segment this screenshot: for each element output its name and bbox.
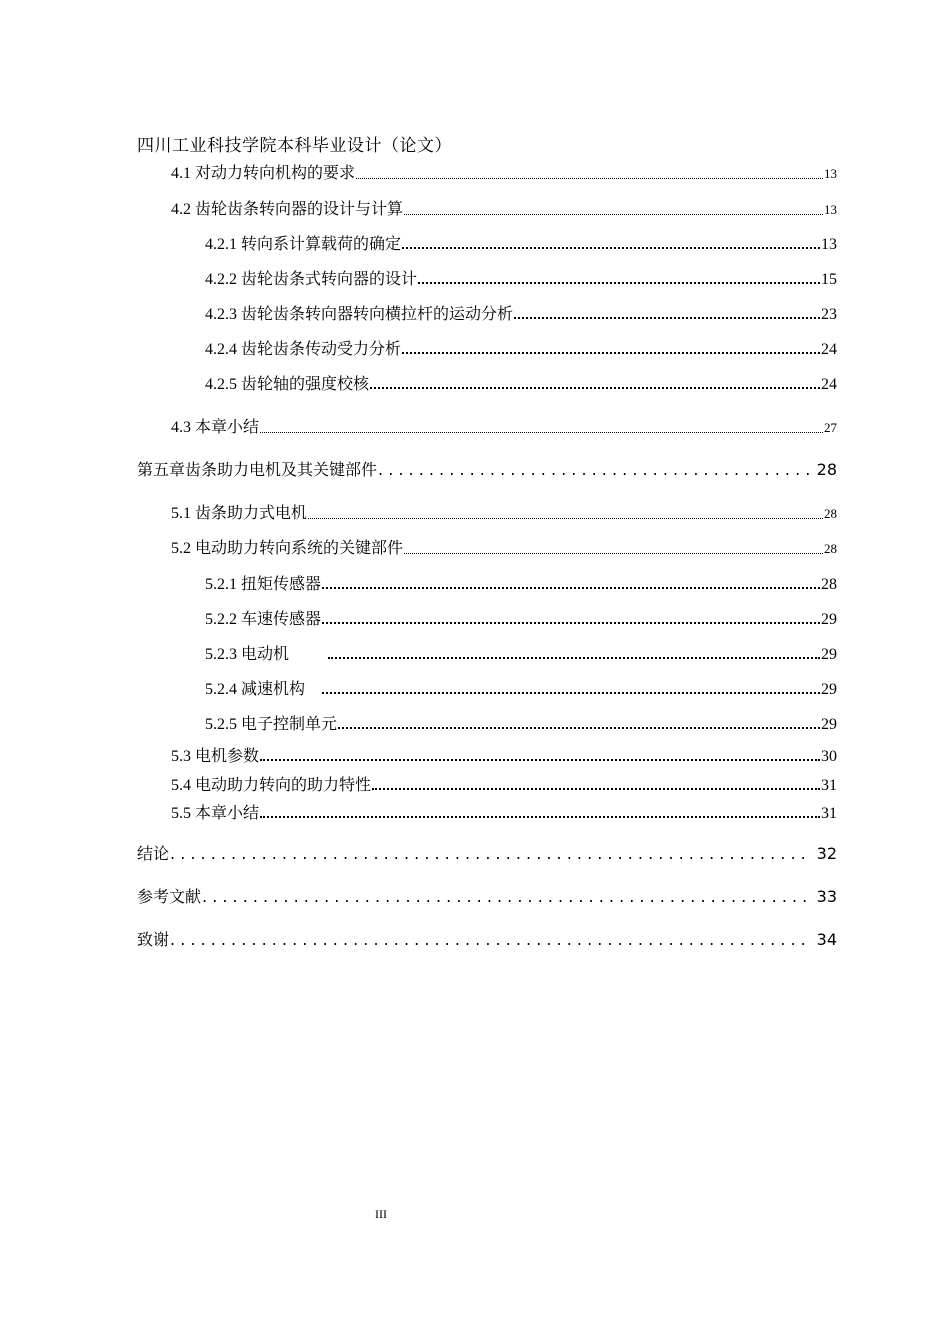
toc-leader [322,587,820,589]
toc-entry-title: 5.2.4 减速机构 [205,681,306,698]
toc-entry-title: 致谢 [137,930,170,949]
toc-entry-title: 5.2.1 扭矩传感器 [205,576,322,593]
toc-entry[interactable] [205,231,837,254]
toc-entry[interactable] [205,571,837,594]
toc-leader [170,844,812,863]
toc-leader [378,460,812,479]
toc-entry[interactable] [205,676,837,699]
toc-entry-title: 4.2.5 齿轮轴的强度校核 [205,376,370,393]
toc-leader [370,387,820,389]
toc-entry[interactable] [171,160,837,183]
toc-entry[interactable] [171,196,837,219]
toc-leader [260,759,820,761]
toc-entry-page: 29 [821,646,837,663]
toc-entry-title: 5.2.3 电动机 [205,646,290,663]
toc-entry-page: 28 [824,541,837,556]
toc-entry-page: 23 [821,306,837,323]
toc-entry-title: 结论 [137,844,170,863]
toc-entry[interactable] [205,711,837,734]
toc-entry-page: 31 [821,805,837,822]
toc-entry-page: 29 [821,611,837,628]
toc-entry[interactable] [205,266,837,289]
toc-entry[interactable] [171,772,837,795]
toc-leader [202,887,812,906]
toc-entry-title: 参考文献 [137,887,202,906]
toc-chapter-entry[interactable] [137,841,837,864]
toc-entry[interactable] [171,500,837,523]
toc-chapter-entry[interactable] [137,457,837,480]
toc-entry-title: 5.5 本章小结 [171,805,260,822]
toc-entry-title: 5.2.5 电子控制单元 [205,716,338,733]
toc-entry-page: 29 [821,716,837,733]
toc-entry-title: 第五章齿条助力电机及其关键部件 [137,460,378,479]
toc-entry-page: 28 [816,460,837,479]
toc-leader [402,352,820,354]
toc-leader [308,518,823,519]
toc-entry[interactable] [171,535,837,558]
toc-entry-page: 13 [824,166,837,181]
toc-entry-page: 29 [821,681,837,698]
toc-leader [372,788,820,790]
toc-leader [260,816,820,818]
toc-entry-title: 5.2.2 车速传感器 [205,611,322,628]
toc-leader [418,282,820,284]
toc-leader [170,930,812,949]
toc-entry[interactable] [205,371,837,394]
toc-leader [322,692,820,694]
toc-entry[interactable] [171,800,837,823]
toc-entry-page: 13 [821,236,837,253]
toc-leader [356,178,823,179]
toc-entry-title: 5.2 电动助力转向系统的关键部件 [171,540,404,557]
page-number-footer: III [375,1207,387,1221]
toc-leader [338,727,820,729]
toc-entry-page: 32 [816,844,837,863]
toc-entry-title: 4.3 本章小结 [171,419,260,436]
toc-entry-title: 5.4 电动助力转向的助力特性 [171,777,372,794]
toc-entry-title: 5.3 电机参数 [171,748,260,765]
toc-entry[interactable] [171,743,837,766]
toc-leader [322,622,820,624]
toc-entry-title: 4.2.4 齿轮齿条传动受力分析 [205,341,402,358]
toc-entry-title: 5.1 齿条助力式电机 [171,505,308,522]
toc-leader [328,657,820,659]
toc-entry-page: 24 [821,376,837,393]
toc-leader [404,553,823,554]
toc-entry-page: 33 [816,887,837,906]
toc-entry-page: 31 [821,777,837,794]
page-header: 四川工业科技学院本科毕业设计（论文） [137,136,452,156]
toc-entry-title: 4.2.2 齿轮齿条式转向器的设计 [205,271,418,288]
toc-entry-title: 4.2.3 齿轮齿条转向器转向横拉杆的运动分析 [205,306,514,323]
toc-chapter-entry[interactable] [137,884,837,907]
toc-leader [260,432,823,433]
toc-entry-page: 13 [824,202,837,217]
toc-entry[interactable] [205,301,837,324]
toc-entry[interactable] [205,606,837,629]
toc-entry-page: 24 [821,341,837,358]
toc-entry-page: 15 [821,271,837,288]
toc-entry-page: 28 [821,576,837,593]
toc-entry-title: 4.2.1 转向系计算载荷的确定 [205,236,402,253]
toc-entry-page: 30 [821,748,837,765]
toc-entry-title: 4.1 对动力转向机构的要求 [171,165,356,182]
toc-leader [402,247,820,249]
toc-entry[interactable] [171,414,837,437]
toc-chapter-entry[interactable] [137,927,837,950]
toc-entry[interactable] [205,641,837,664]
toc-entry-page: 27 [824,420,837,435]
toc-entry-page: 28 [824,506,837,521]
toc-entry-page: 34 [816,930,837,949]
toc-entry-title: 4.2 齿轮齿条转向器的设计与计算 [171,201,404,218]
toc-leader [514,317,820,319]
toc-entry[interactable] [205,336,837,359]
toc-leader [404,214,823,215]
